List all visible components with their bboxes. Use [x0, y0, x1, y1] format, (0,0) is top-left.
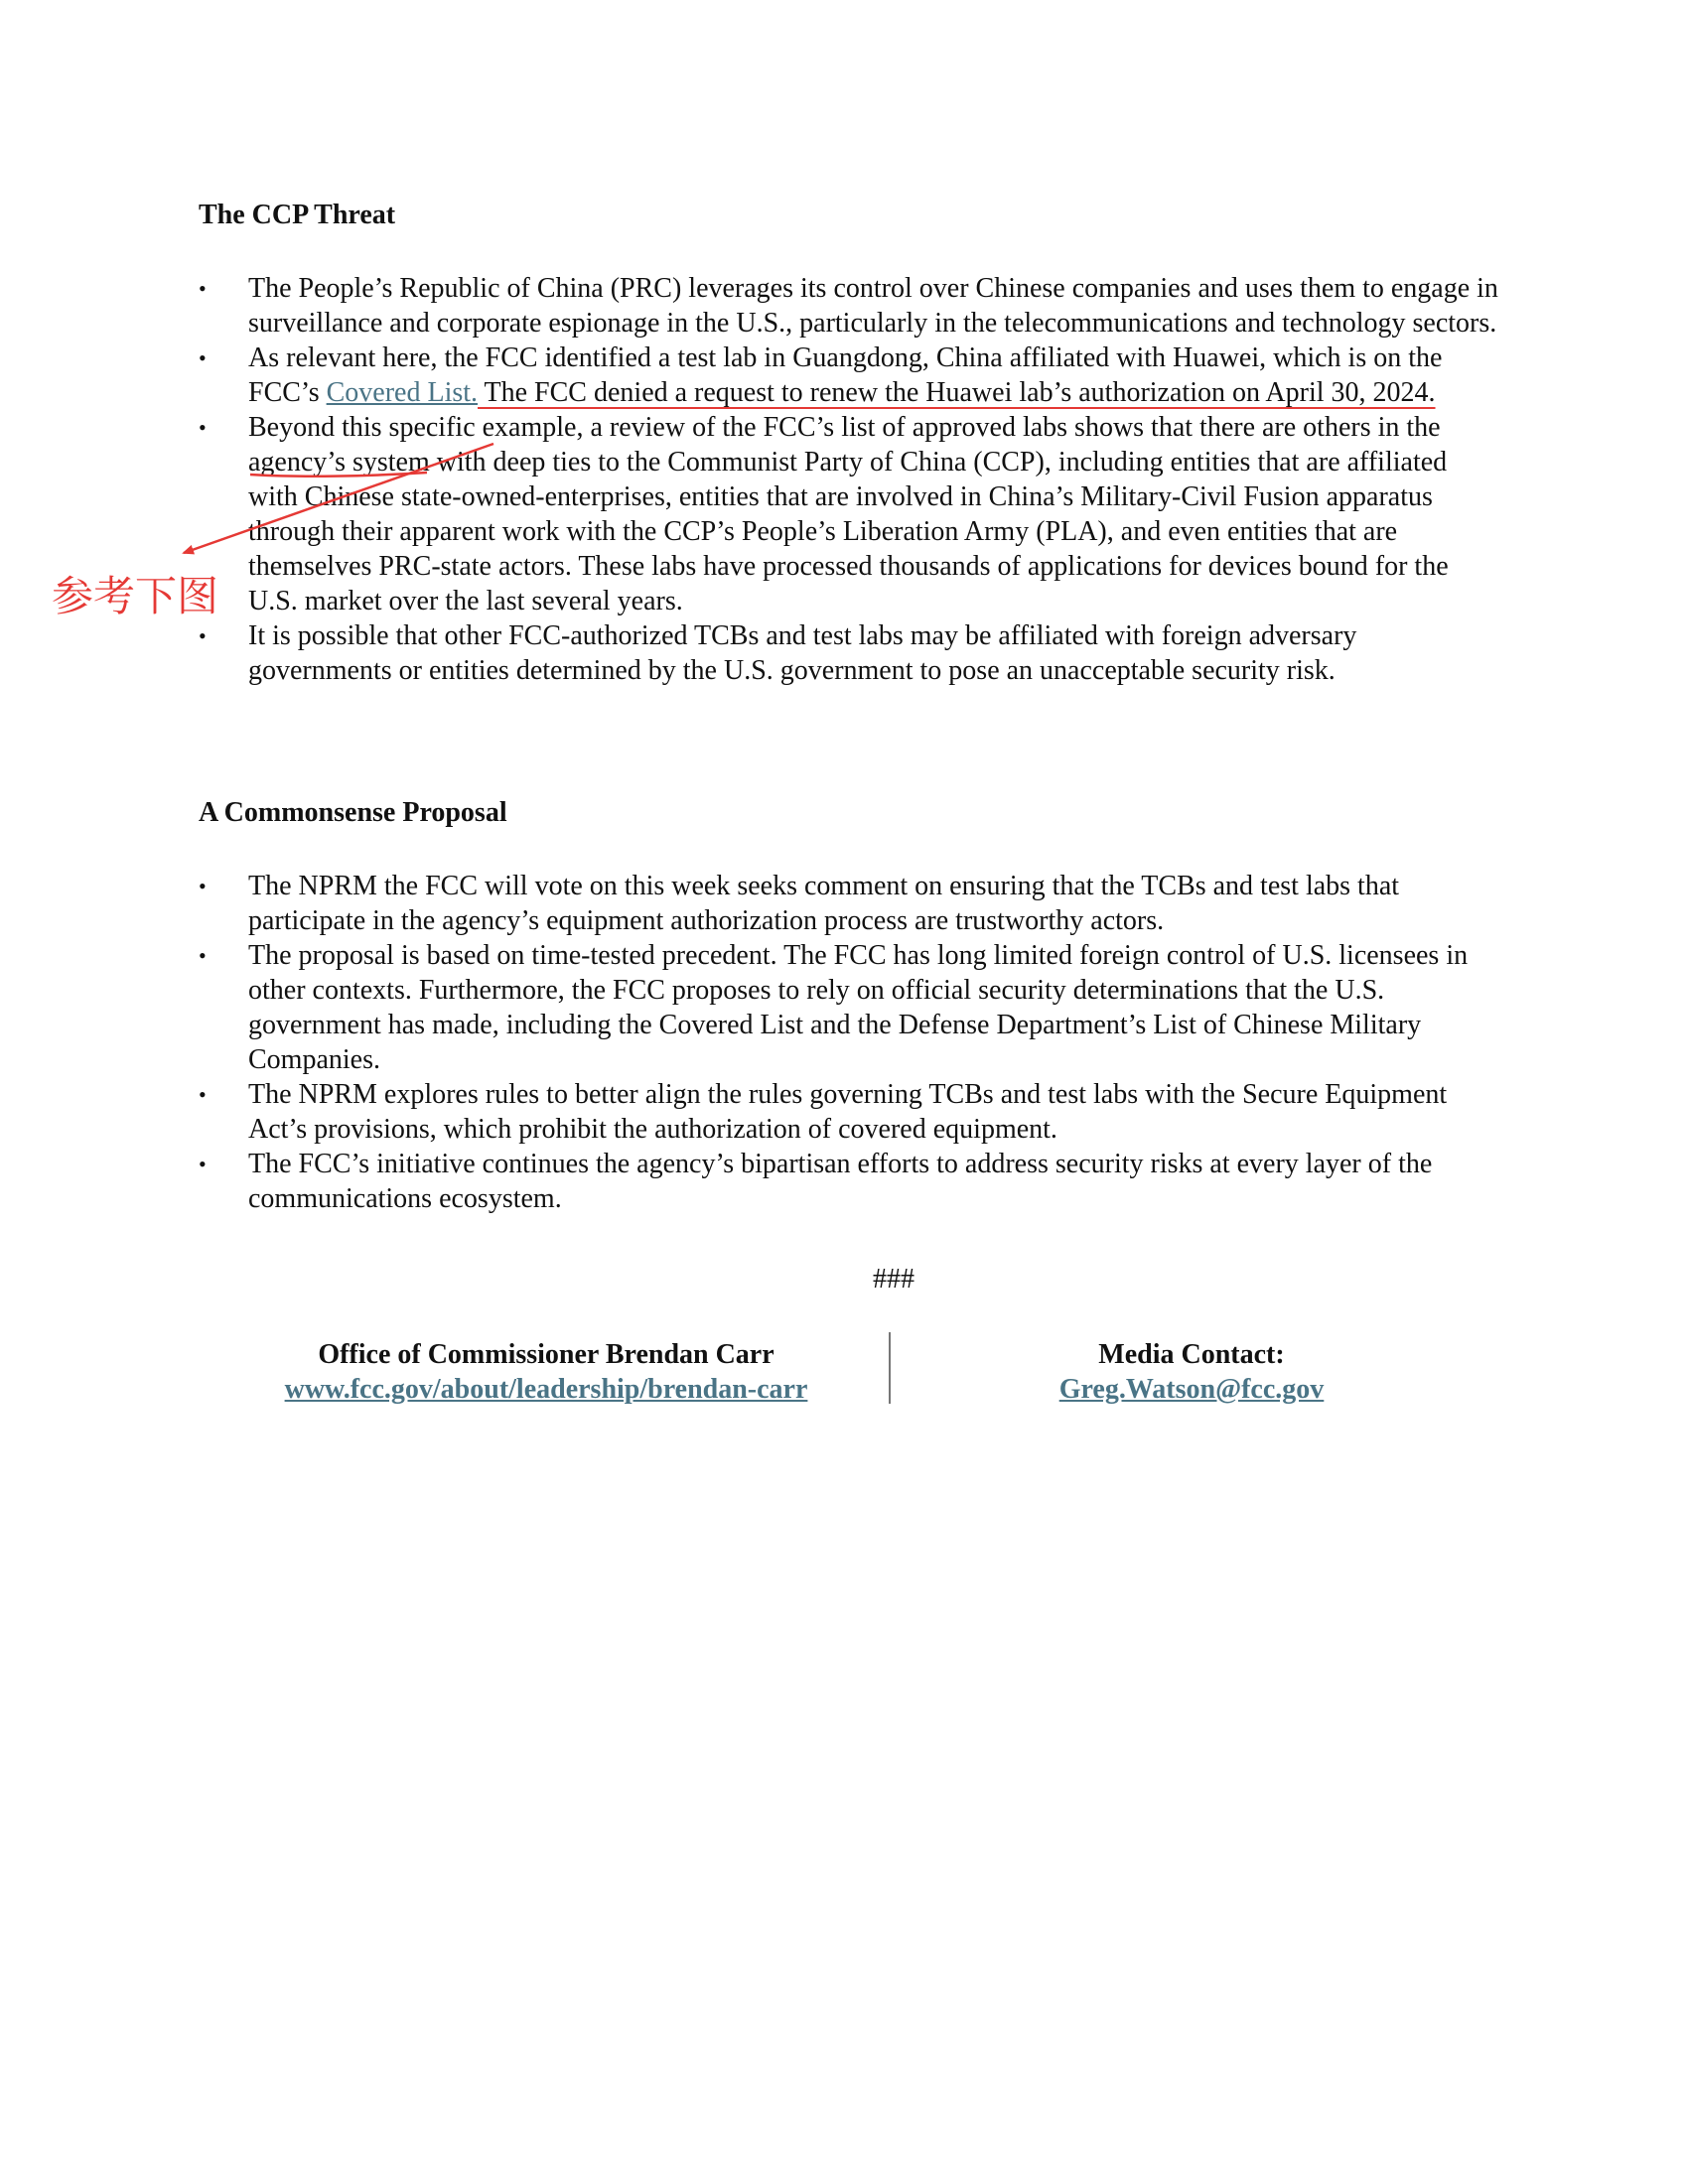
bullet-marker: • — [199, 1082, 207, 1107]
covered-list-link[interactable]: Covered List. — [326, 377, 479, 408]
list-item-text: The proposal is based on time-tested precedent. The FCC has long limited foreign control of U.S. licensees in other contexts. Furthermore, the FCC proposes to rely on official security determinations that the U.S. government has made, including the Covered List and the Defense Department’s List of Chinese Military Companies. — [248, 940, 1469, 1075]
bullet-marker: • — [199, 1152, 207, 1176]
list-item — [199, 341, 1499, 410]
section-heading-commonsense-proposal: A Commonsense Proposal — [199, 797, 507, 828]
list-item — [199, 410, 1499, 618]
end-separator: ### — [873, 1264, 914, 1295]
list-item-text: The People’s Republic of China (PRC) leverages its control over Chinese companies and uses them to engage in surveillance and corporate espionage in the U.S., particularly in the telecommunications and technology sectors. — [248, 273, 1498, 339]
bullet-marker: • — [199, 345, 207, 370]
footer-office-block — [199, 1337, 894, 1407]
list-item-text-after-link: The FCC denied a request to renew the Huawei lab’s authorization on April 30, 2024. — [478, 377, 1436, 408]
office-title: Office of Commissioner Brendan Carr — [318, 1339, 774, 1370]
ccp-threat-list — [199, 271, 1499, 688]
list-item — [199, 869, 1499, 938]
office-website-link[interactable]: www.fcc.gov/about/leadership/brendan-carr — [284, 1374, 808, 1405]
bullet-marker: • — [199, 276, 207, 301]
list-item-text: The NPRM explores rules to better align the rules governing TCBs and test labs with the Secure Equipment Act’s provisions, which prohibit the authorization of covered equipment. — [248, 1079, 1448, 1145]
media-contact-title: Media Contact: — [1098, 1339, 1285, 1370]
list-item-text: Beyond this specific example, a review of the FCC’s list of approved labs shows that there are others in the agency’s system with deep ties to the Communist Party of China (CCP), including entities that are affiliated with Chinese state-owned-enterprises, entities that are involved in China’s Military-Civil Fusion apparatus through their apparent work with the CCP’s People’s Liberation Army (PLA), and even entities that are themselves PRC-state actors. These labs have processed thousands of applications for devices bound for the U.S. market over the last several years. — [248, 412, 1449, 616]
list-item-text-before-link: As relevant here, the FCC identified a test lab in Guangdong, China affiliated with Huawei, which is on the FCC’s — [248, 342, 1443, 408]
list-item — [199, 1147, 1499, 1216]
list-item-text: The NPRM the FCC will vote on this week seeks comment on ensuring that the TCBs and test labs that participate in the agency’s equipment authorization process are trustworthy actors. — [248, 871, 1400, 936]
list-item-text: It is possible that other FCC-authorized TCBs and test labs may be affiliated with foreign adversary governments or entities determined by the U.S. government to pose an unacceptable security risk. — [248, 620, 1357, 686]
bullet-marker: • — [199, 623, 207, 648]
bullet-marker: • — [199, 415, 207, 440]
list-item — [199, 618, 1499, 688]
commonsense-proposal-list — [199, 869, 1499, 1216]
list-item — [199, 938, 1499, 1077]
list-item — [199, 1077, 1499, 1147]
list-item-text: The FCC’s initiative continues the agency’s bipartisan efforts to address security risks at every layer of the communications ecosystem. — [248, 1149, 1433, 1214]
footer-media-block — [894, 1337, 1489, 1407]
bullet-marker: • — [199, 943, 207, 968]
media-contact-email-link[interactable]: Greg.Watson@fcc.gov — [1058, 1374, 1325, 1405]
section-heading-ccp-threat: The CCP Threat — [199, 200, 396, 230]
footer-divider — [889, 1332, 891, 1404]
bullet-marker: • — [199, 874, 207, 898]
list-item — [199, 271, 1499, 341]
annotation-label: 参考下图 — [52, 572, 219, 620]
